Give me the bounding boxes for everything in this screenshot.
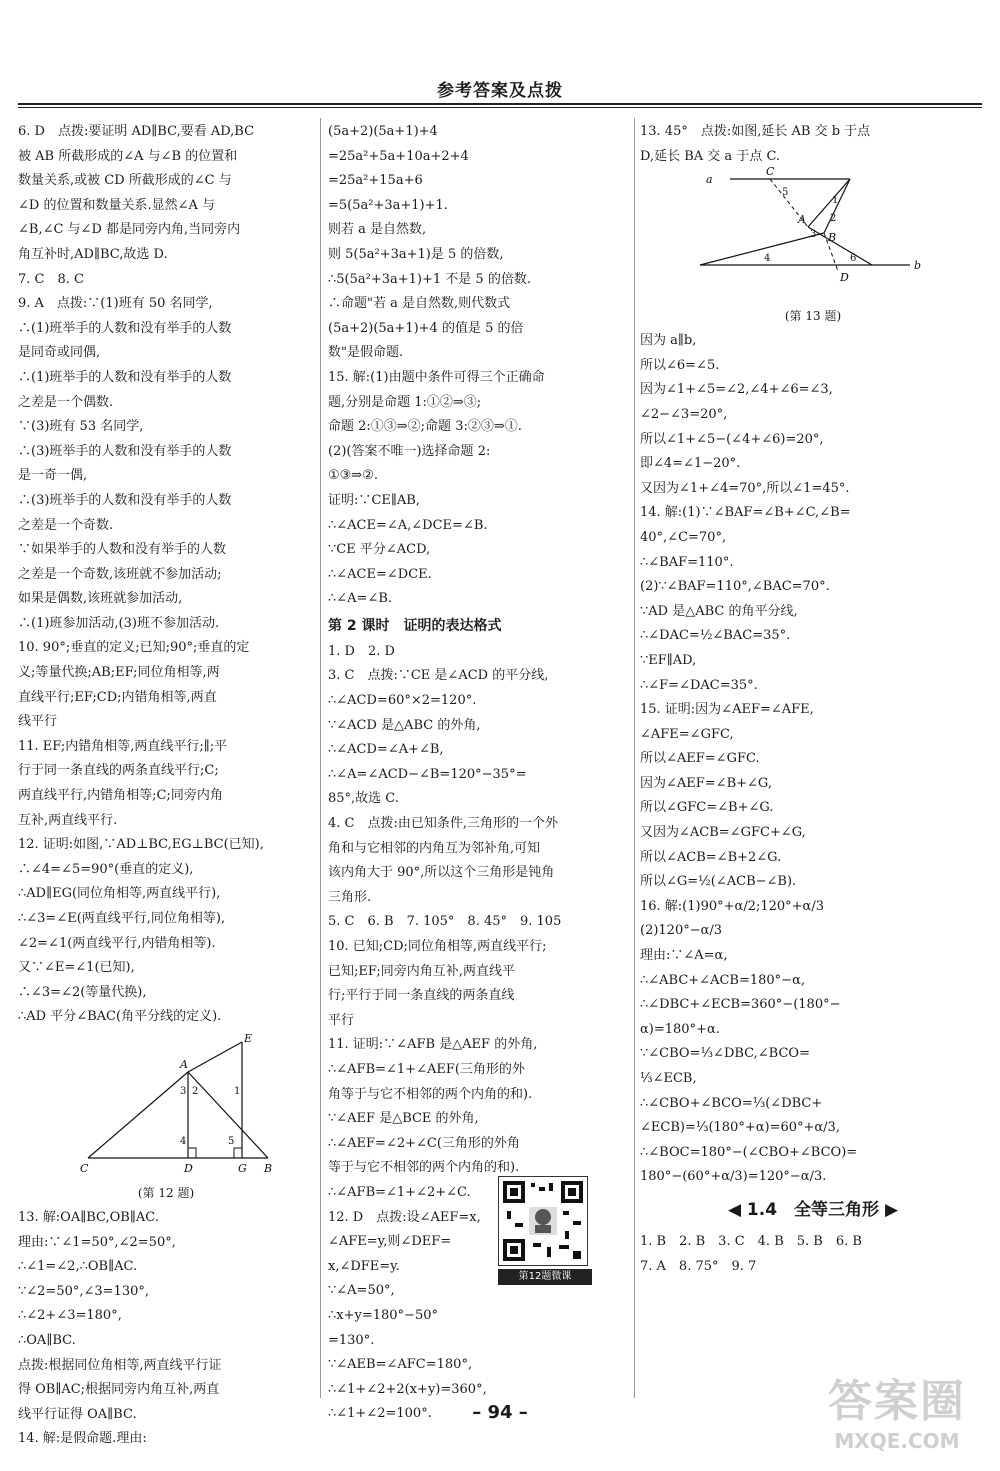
answer-line: 又因为∠ACB=∠GFC+∠G, xyxy=(640,825,806,841)
answer-line: 所以∠G=½(∠ACB−∠B). xyxy=(640,874,797,890)
answer-line: 15. 证明:因为∠AEF=∠AFE, xyxy=(640,702,814,718)
answer-line: x,∠DFE=y. xyxy=(328,1258,400,1274)
fig13-label: A xyxy=(798,213,806,227)
answer-line: ∠ECB)=⅓(180°+α)=60°+α/3, xyxy=(640,1120,840,1136)
answer-line: 3. C 点拨:∵CE 是∠ACD 的平分线, xyxy=(328,668,549,684)
fig12-label: C xyxy=(80,1161,89,1175)
answer-line: α)=180°+α. xyxy=(640,1021,720,1037)
fig12-label: E xyxy=(244,1031,253,1045)
answer-line: ∴∠BAF=110°. xyxy=(640,554,734,570)
answer-line: ∴(3)班举手的人数和没有举手的人数 xyxy=(18,492,232,508)
answer-line: 所以∠GFC=∠B+∠G. xyxy=(640,800,774,816)
fig13-label: a xyxy=(706,173,713,187)
answer-line: ∠B,∠C 与∠D 都是同旁内角,当同旁内 xyxy=(18,222,241,238)
answer-line: ∴∠F=∠DAC=35°. xyxy=(640,677,758,693)
answer-line: =25a²+15a+6 xyxy=(328,173,423,189)
answer-line: ∴∠ACD=∠A+∠B, xyxy=(328,742,444,758)
answer-line: 角和与它相邻的内角互为邻补角,可知 xyxy=(328,840,541,856)
answer-line: 数量关系,或被 CD 所截形成的∠C 与 xyxy=(18,173,232,189)
answer-line: (2)(答案不唯一)选择命题 2: xyxy=(328,443,491,459)
answer-line: 三角形. xyxy=(328,889,372,905)
answer-line: 理由:∵∠1=50°,∠2=50°, xyxy=(18,1234,176,1250)
answer-line: 之差是一个奇数,该班就不参加活动; xyxy=(18,566,222,582)
fig12-label: 1 xyxy=(234,1085,241,1097)
answer-column-3 xyxy=(640,120,986,1410)
answer-line: 40°,∠C=70°, xyxy=(640,529,727,545)
answer-line: 16. 解:(1)90°+α/2;120°+α/3 xyxy=(640,898,824,914)
answer-line: ∴(1)班参加活动,(3)班不参加活动. xyxy=(18,615,220,631)
answer-line: ∴∠AFB=∠1+∠2+∠C. xyxy=(328,1184,471,1200)
answer-line: 命题 2:①③⇒②;命题 3:②③⇒①. xyxy=(328,419,522,435)
answer-line: 数"是假命题. xyxy=(328,345,404,361)
figure-13-caption: (第 13 题) xyxy=(784,309,842,324)
answer-line: ∴∠DBC+∠ECB=360°−(180°− xyxy=(640,997,841,1013)
answer-line: 已知;EF;同旁内角互补,两直线平 xyxy=(328,963,515,979)
answer-line: 12. 证明:如图,∵AD⊥BC,EG⊥BC(已知), xyxy=(18,837,264,853)
answer-line: 角等于与它不相邻的两个内角的和). xyxy=(328,1086,533,1102)
answer-line: 互补,两直线平行. xyxy=(18,812,118,828)
answer-line: (5a+2)(5a+1)+4 的值是 5 的倍 xyxy=(328,320,524,336)
answer-line: ∠AFE=∠GFC, xyxy=(640,726,734,742)
answer-line: ∴∠CBO+∠BCO=⅓(∠DBC+ xyxy=(640,1095,823,1111)
answer-line: ∵EF∥AD, xyxy=(640,652,697,668)
answer-line: 1. D 2. D xyxy=(328,643,395,659)
answer-line: ①③⇒②. xyxy=(328,468,378,484)
answer-line: 题,分别是命题 1:①②⇒③; xyxy=(328,394,482,410)
answer-column-1 xyxy=(18,120,314,1447)
answer-line: ∴∠3=∠E(两直线平行,同位角相等), xyxy=(18,911,226,926)
answer-line: =5(5a²+3a+1)+1. xyxy=(328,197,448,213)
answer-line: ∴∠DAC=½∠BAC=35°. xyxy=(640,628,791,644)
answer-line: 7. C 8. C xyxy=(18,271,84,287)
answer-line: 5. C 6. B 7. 105° 8. 45° 9. 105 xyxy=(328,914,562,930)
answer-line: ∴∠1+∠2=100°. xyxy=(328,1406,432,1422)
answer-line: 线平行证得 OA∥BC. xyxy=(18,1406,137,1422)
qr-code-block[interactable] xyxy=(498,1176,592,1294)
figure-13 xyxy=(640,165,986,327)
answer-line: =130°. xyxy=(328,1332,375,1348)
answer-line: 理由:∵∠A=α, xyxy=(640,948,728,964)
fig12-label: A xyxy=(180,1057,188,1071)
answer-line: ∴∠AFB=∠1+∠AEF(三角形的外 xyxy=(328,1061,525,1077)
answer-line: 又∵∠E=∠1(已知), xyxy=(18,960,135,976)
watermark-url: MXQE.COM xyxy=(834,1429,960,1453)
answer-line: 7. A 8. 75° 9. 7 xyxy=(640,1258,757,1274)
fig13-label: B xyxy=(828,231,837,245)
column-separator xyxy=(320,118,321,1398)
answer-line: ∠AFE=y,则∠DEF= xyxy=(328,1234,452,1250)
chapter-section-title: ◀ 1.4 全等三角形 ▶ xyxy=(727,1199,899,1220)
answer-line: 即∠4=∠1−20°. xyxy=(640,456,741,472)
answer-line: 直线平行;EF;CD;内错角相等,两直 xyxy=(18,689,217,705)
watermark-logo-text: 答案圈 xyxy=(828,1376,966,1427)
fig13-label: 2 xyxy=(830,213,837,225)
answer-line: ∴∠2+∠3=180°, xyxy=(18,1308,122,1324)
answer-line: ∴OA∥BC. xyxy=(18,1332,76,1348)
answer-line: 85°,故选 C. xyxy=(328,791,399,807)
answer-line: 点拨:根据同位角相等,两直线平行证 xyxy=(18,1357,222,1373)
answer-line: (2)120°−α/3 xyxy=(640,923,723,939)
answer-line: ∵∠ACD 是△ABC 的外角, xyxy=(328,717,481,733)
answer-line: ∵如果举手的人数和没有举手的人数 xyxy=(18,542,227,558)
answer-line: ∵∠2=50°,∠3=130°, xyxy=(18,1283,150,1299)
section-title: 第 2 课时 证明的表达格式 xyxy=(328,617,502,634)
answer-line: 之差是一个偶数. xyxy=(18,394,114,410)
answer-line: 是同奇或同偶, xyxy=(18,345,101,361)
answer-line: 是一奇一偶, xyxy=(18,468,88,484)
answer-line: ∵AD 是△ABC 的角平分线, xyxy=(640,603,798,619)
answer-line: 被 AB 所截形成的∠A 与∠B 的位置和 xyxy=(18,148,238,164)
answer-line: ∴命题"若 a 是自然数,则代数式 xyxy=(328,296,511,312)
answer-line: 则若 a 是自然数, xyxy=(328,222,427,238)
answer-line: ∴∠3=∠2(等量代换), xyxy=(18,984,147,1000)
answer-line: 之差是一个奇数. xyxy=(18,517,114,533)
answer-line: ∴∠4=∠5=90°(垂直的定义), xyxy=(18,861,194,877)
answer-line: ∠2=∠1(两直线平行,内错角相等). xyxy=(18,935,216,951)
answer-line: ∵∠AEF 是△BCE 的外角, xyxy=(328,1111,479,1127)
answer-line: ∵∠A=50°, xyxy=(328,1283,395,1299)
answer-line: 11. EF;内错角相等,两直线平行;∥;平 xyxy=(18,738,228,754)
answer-line: 14. 解:(1)∵∠BAF=∠B+∠C,∠B= xyxy=(640,505,851,521)
answer-line: 所以∠ACB=∠B+2∠G. xyxy=(640,849,782,865)
column-separator xyxy=(634,118,635,1398)
answer-line: 两直线平行,内错角相等;C;同旁内角 xyxy=(18,788,223,804)
answer-line: 义;等量代换;AB;EF;同位角相等,两 xyxy=(18,665,220,681)
qr-code-image[interactable] xyxy=(498,1176,588,1266)
answer-line: ∴∠1+∠2+2(x+y)=360°, xyxy=(328,1381,487,1397)
answer-line: 如果是偶数,该班就参加活动, xyxy=(18,591,183,607)
answer-line: 行;平行于同一条直线的两条直线 xyxy=(328,988,515,1004)
answer-line: 线平行 xyxy=(18,714,58,730)
answer-line: 行于同一条直线的两条直线平行;C; xyxy=(18,763,219,779)
fig13-label: 4 xyxy=(764,253,771,265)
answer-line: 所以∠6=∠5. xyxy=(640,357,720,373)
header-rule xyxy=(18,103,982,105)
answer-line: 平行 xyxy=(328,1012,355,1028)
answer-line: 该内角大于 90°,所以这个三角形是钝角 xyxy=(328,865,555,881)
answer-line: 10. 90°;垂直的定义;已知;90°;垂直的定 xyxy=(18,640,250,656)
answer-line: 14. 解:是假命题.理由: xyxy=(18,1431,147,1447)
fig13-label: C xyxy=(766,165,775,179)
header-rule-thin xyxy=(18,107,982,108)
answer-line: D,延长 BA 交 a 于点 C. xyxy=(640,148,781,164)
answer-line: ∴(1)班举手的人数和没有举手的人数 xyxy=(18,320,232,336)
answer-line: ∴AD 平分∠BAC(角平分线的定义). xyxy=(18,1009,222,1025)
answer-line: ∵(3)班有 53 名同学, xyxy=(18,419,144,435)
answer-line: ∴∠ABC+∠ACB=180°−α, xyxy=(640,972,805,988)
answer-line: 11. 证明:∵∠AFB 是△AEF 的外角, xyxy=(328,1037,538,1053)
answer-line: 等于与它不相邻的两个内角的和). xyxy=(328,1160,520,1176)
site-watermark xyxy=(806,1376,988,1462)
answer-line: =25a²+5a+10a+2+4 xyxy=(328,148,469,164)
fig13-label: 6 xyxy=(850,253,857,265)
fig12-label: 2 xyxy=(192,1085,199,1097)
answer-line: ∴x+y=180°−50° xyxy=(328,1307,438,1323)
answer-line: ⅓∠ECB, xyxy=(640,1071,697,1086)
answer-line: ∵∠CBO=⅓∠DBC,∠BCO= xyxy=(640,1046,810,1062)
fig12-label: 3 xyxy=(180,1085,187,1097)
answer-line: ∠D 的位置和数量关系.显然∠A 与 xyxy=(18,197,215,213)
qr-code-label: 第12题微课 xyxy=(498,1269,592,1285)
answer-line: ∴(1)班举手的人数和没有举手的人数 xyxy=(18,369,232,385)
answer-line: 9. A 点拨:∵(1)班有 50 名同学, xyxy=(18,296,213,312)
figure-12 xyxy=(18,1032,314,1204)
answer-line: 得 OB∥AC;根据同旁内角互补,两直 xyxy=(18,1382,220,1398)
fig12-label: D xyxy=(184,1161,193,1175)
answer-line: 又因为∠1+∠4=70°,所以∠1=45°. xyxy=(640,480,850,496)
answer-line: ∵∠AEB=∠AFC=180°, xyxy=(328,1357,473,1373)
answer-line: ∵CE 平分∠ACD, xyxy=(328,542,431,558)
answer-line: ∠2−∠3=20°, xyxy=(640,406,728,422)
answer-line: 15. 解:(1)由题中条件可得三个正确命 xyxy=(328,369,545,385)
answer-line: ∴∠1=∠2,∴OB∥AC. xyxy=(18,1259,138,1275)
answer-line: ∴(3)班举手的人数和没有举手的人数 xyxy=(18,443,232,459)
answer-line: 则 5(5a²+3a+1)是 5 的倍数, xyxy=(328,246,504,262)
answer-line: 证明:∵CE∥AB, xyxy=(328,492,420,508)
answer-line: ∴∠ACE=∠A,∠DCE=∠B. xyxy=(328,517,488,533)
answer-line: 13. 解:OA∥BC,OB∥AC. xyxy=(18,1209,159,1225)
answer-line: 因为 a∥b, xyxy=(640,333,697,349)
figure-13-diagram xyxy=(700,165,960,301)
page-header: 参考答案及点拨 xyxy=(437,81,563,101)
answer-line: 因为∠1+∠5=∠2,∠4+∠6=∠3, xyxy=(640,382,833,398)
answer-line: 角互补时,AD∥BC,故选 D. xyxy=(18,246,168,262)
answer-line: 所以∠1+∠5−(∠4+∠6)=20°, xyxy=(640,431,824,447)
answer-line: ∴∠A=∠B. xyxy=(328,591,393,607)
fig12-label: G xyxy=(238,1161,247,1175)
answer-line: 180°−(60°+α/3)=120°−α/3. xyxy=(640,1169,827,1185)
answer-line: (5a+2)(5a+1)+4 xyxy=(328,124,438,139)
figure-12-diagram xyxy=(68,1032,288,1178)
answer-line: (2)∵∠BAF=110°,∠BAC=70°. xyxy=(640,579,830,595)
answer-line: ∴∠A=∠ACD−∠B=120°−35°= xyxy=(328,766,527,782)
answer-line: ∴∠AEF=∠2+∠C(三角形的外角 xyxy=(328,1135,520,1151)
answer-line: 1. B 2. B 3. C 4. B 5. B 6. B xyxy=(640,1233,862,1249)
answer-line: ∴5(5a²+3a+1)+1 不是 5 的倍数. xyxy=(328,271,531,287)
fig13-label: 3 xyxy=(810,229,817,241)
answer-line: ∴∠ACE=∠DCE. xyxy=(328,566,432,582)
answer-line: 13. 45° 点拨:如图,延长 AB 交 b 于点 xyxy=(640,124,871,139)
answer-line: ∴∠BOC=180°−(∠CBO+∠BCO)= xyxy=(640,1144,858,1160)
answer-line: 因为∠AEF=∠B+∠G, xyxy=(640,775,772,791)
answer-line: 所以∠AEF=∠GFC. xyxy=(640,751,760,767)
answer-line: 4. C 点拨:由已知条件,三角形的一个外 xyxy=(328,816,558,832)
fig13-label: D xyxy=(840,271,849,285)
answer-line: ∴AD∥EG(同位角相等,两直线平行), xyxy=(18,886,221,902)
fig12-label: 5 xyxy=(228,1135,235,1147)
answer-line: 12. D 点拨:设∠AEF=x, xyxy=(328,1209,481,1225)
fig12-label: B xyxy=(264,1161,273,1175)
figure-12-caption: (第 12 题) xyxy=(137,1185,195,1200)
fig12-label: 4 xyxy=(180,1135,187,1147)
fig13-label: 5 xyxy=(782,187,789,199)
answer-line: ∴∠ACD=60°×2=120°. xyxy=(328,693,477,709)
fig13-label: b xyxy=(914,259,922,273)
fig13-label: 1 xyxy=(832,195,839,207)
answer-line: 6. D 点拨:要证明 AD∥BC,要看 AD,BC xyxy=(18,124,255,139)
page-number: – 94 – xyxy=(472,1402,528,1423)
answer-line: 10. 已知;CD;同位角相等,两直线平行; xyxy=(328,939,547,954)
